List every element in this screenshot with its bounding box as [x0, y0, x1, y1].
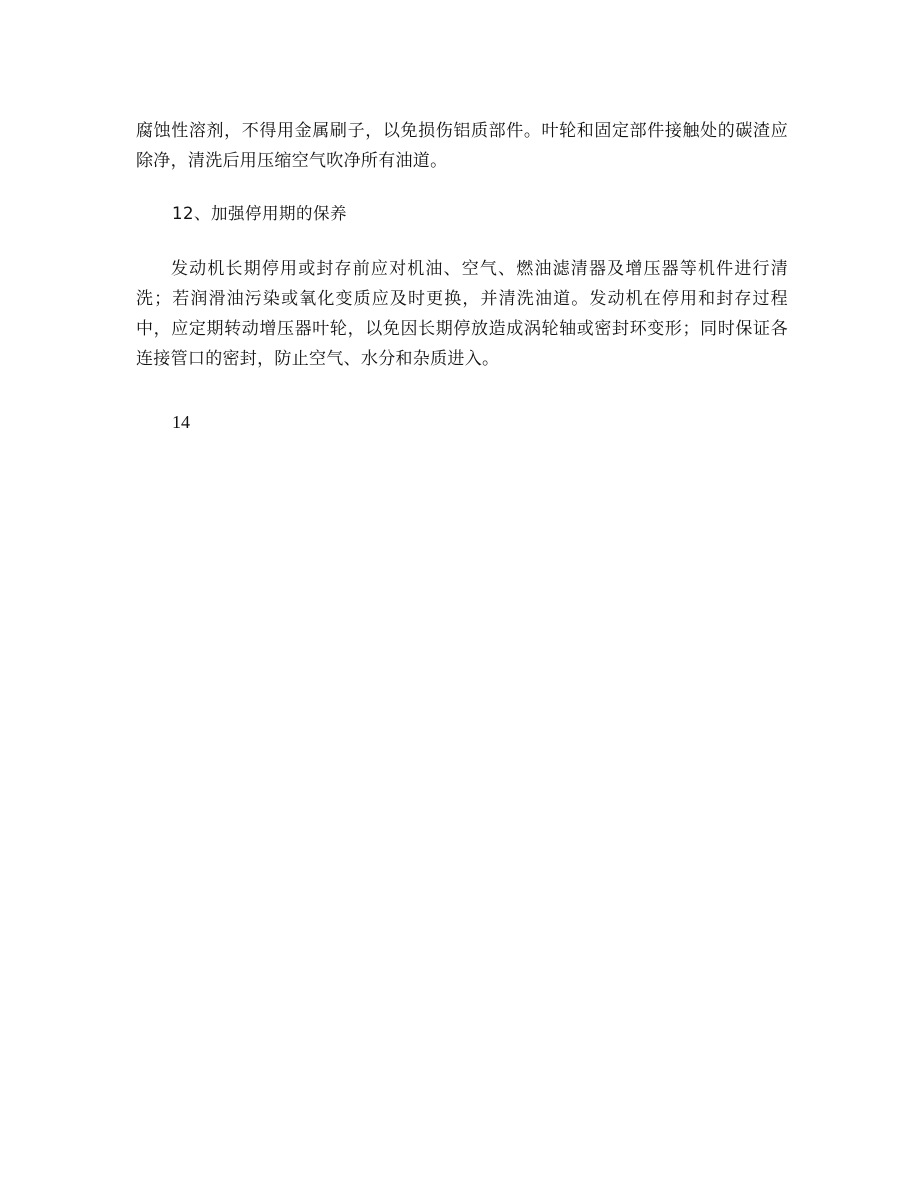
paragraph-continuation: 腐蚀性溶剂，不得用金属刷子，以免损伤铝质部件。叶轮和固定部件接触处的碳渣应除净，清洗后用压缩空气吹净所有油道。 [136, 121, 788, 171]
section-body-paragraph: 发动机长期停用或封存前应对机油、空气、燃油滤清器及增压器等机件进行清洗；若润滑油污染或氧化变质应及时更换，并清洗油道。发动机在停用和封存过程中，应定期转动增压器叶轮，以免因长期停放造成涡轮轴或密封环变形；同时保证各连接管口的密封，防止空气、水分和杂质进入。 [136, 259, 788, 369]
section-heading: 12、加强停用期的保养 [172, 204, 347, 223]
page-number: 14 [172, 412, 190, 432]
